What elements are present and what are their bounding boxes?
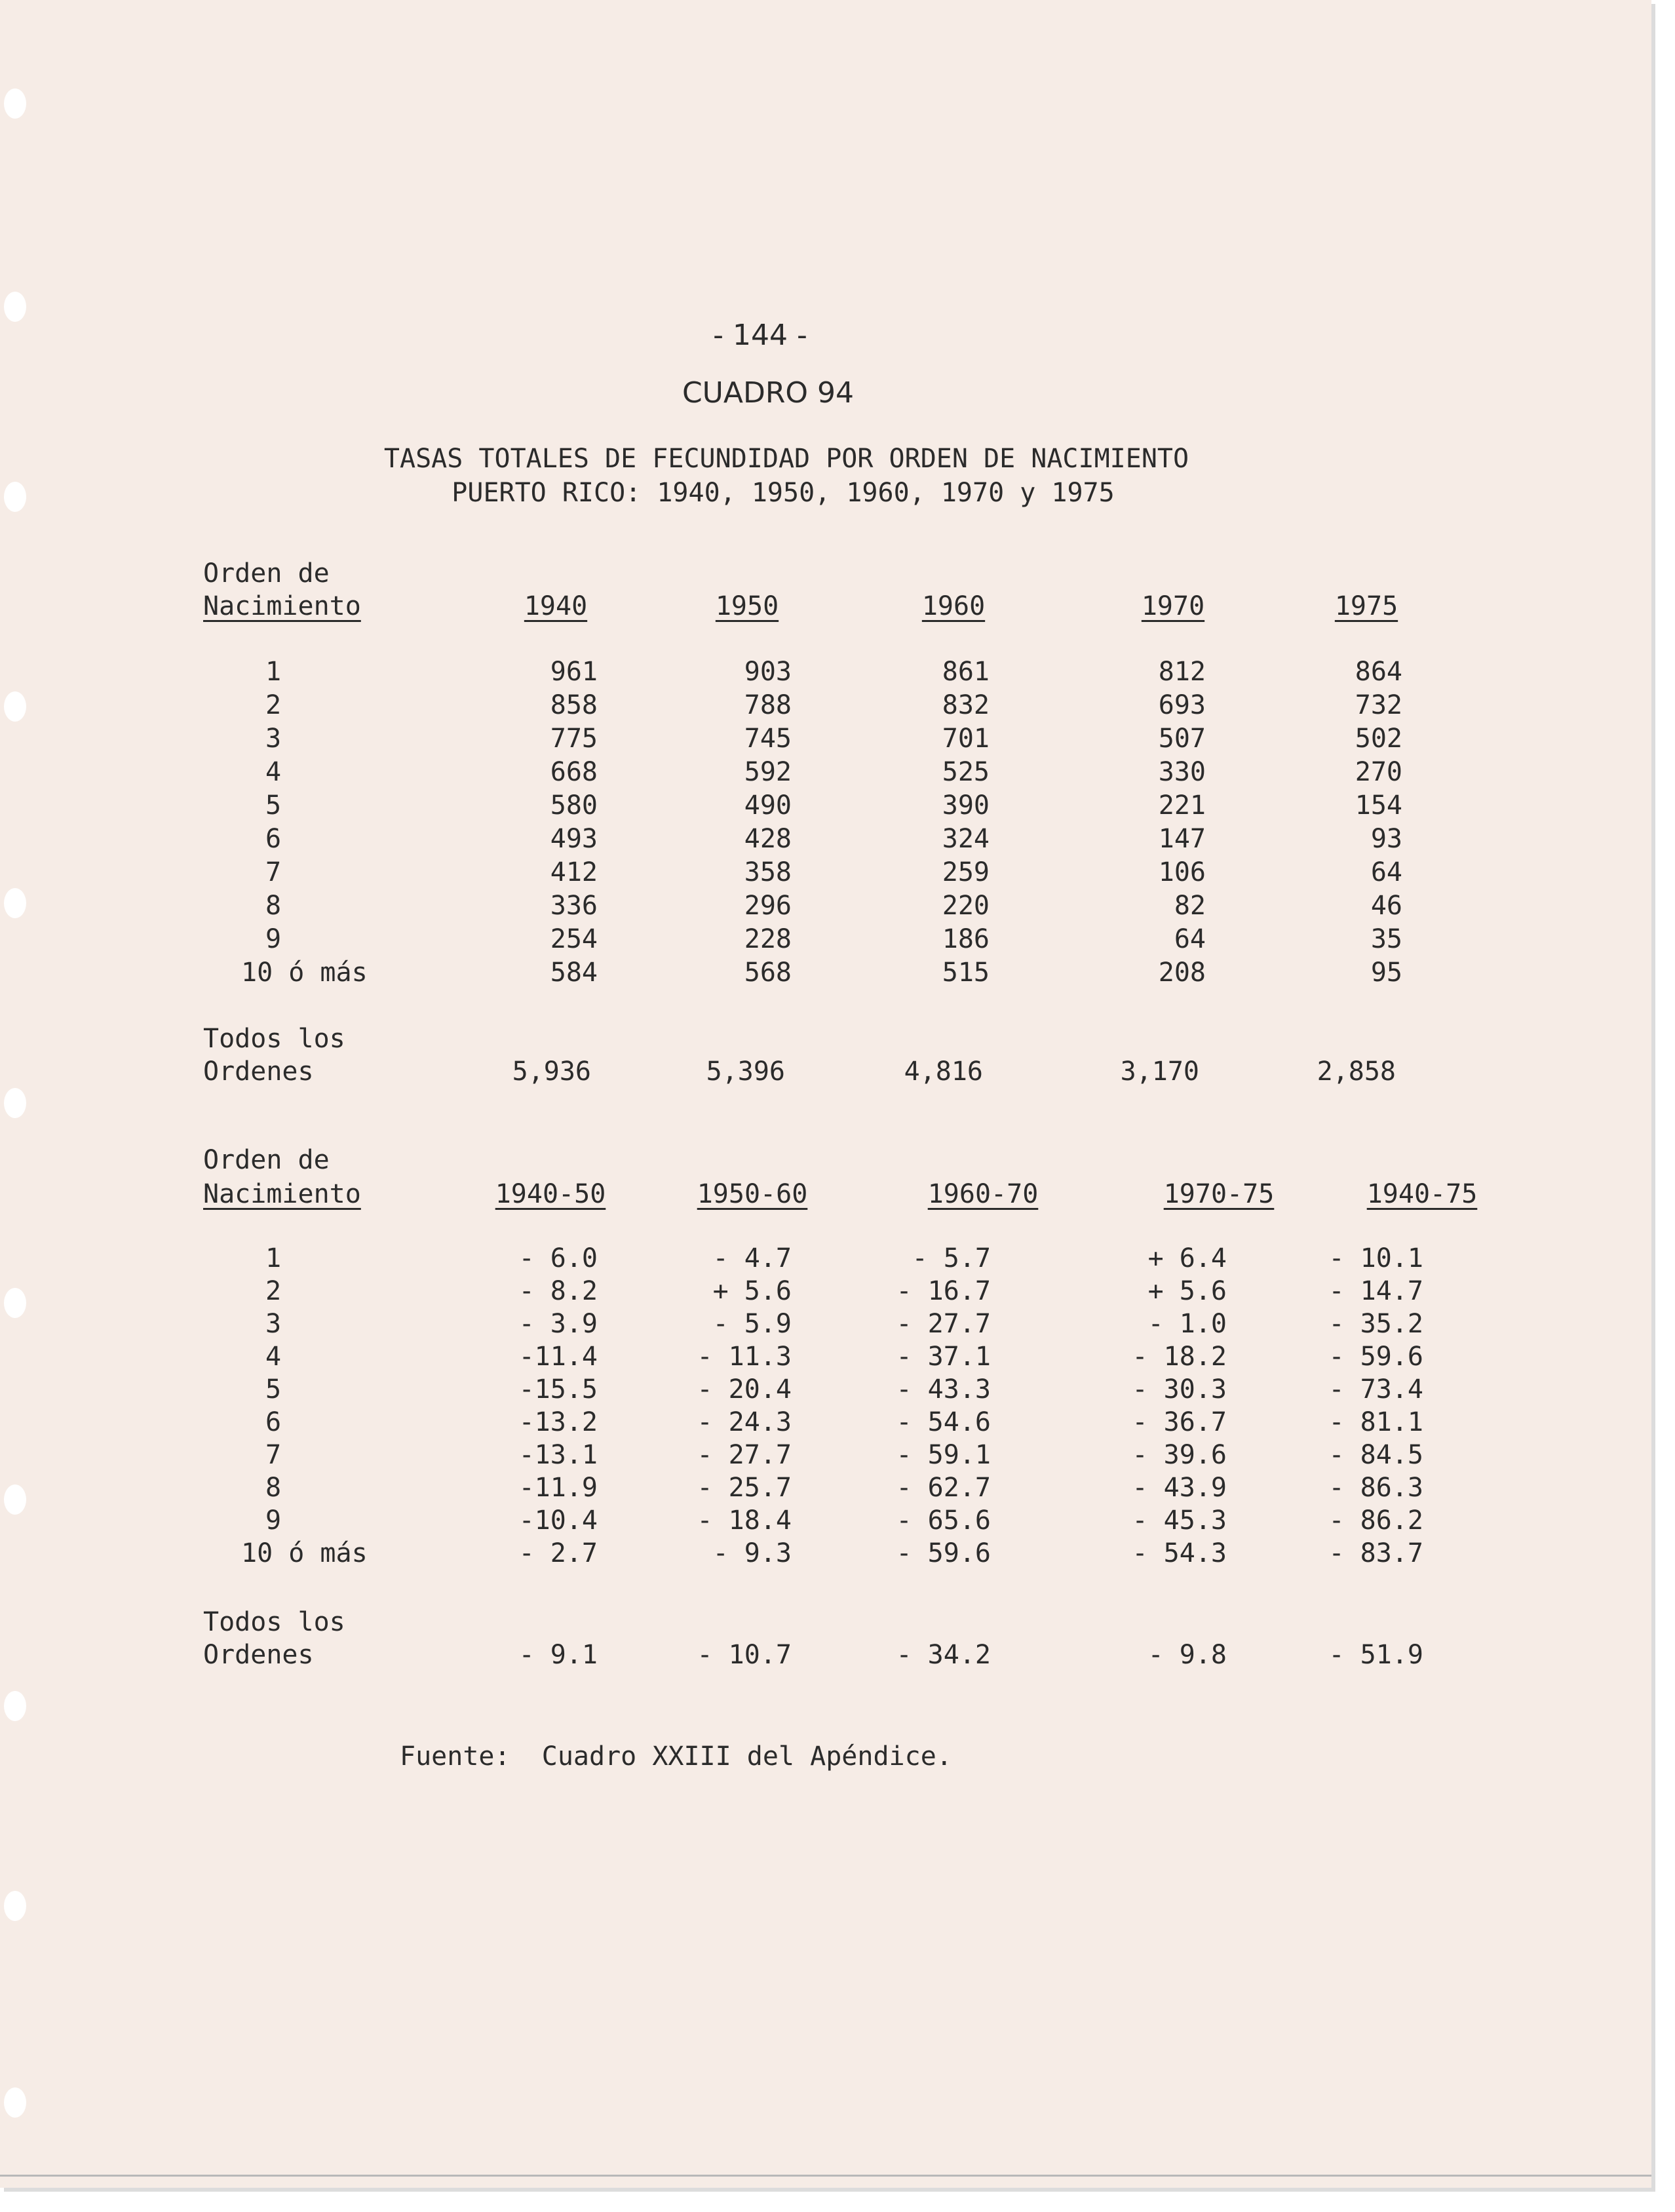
- total-change-cell: - 9.8: [1147, 1640, 1227, 1670]
- percent-change-cell: - 8.2: [518, 1276, 598, 1306]
- percent-change-cell: - 43.9: [1132, 1473, 1227, 1503]
- rate-cell: 82: [1174, 891, 1206, 921]
- title-line-2: PUERTO RICO: 1940, 1950, 1960, 1970 y 1975: [452, 478, 1115, 508]
- percent-change-cell: - 39.6: [1132, 1440, 1227, 1470]
- total-rate-cell: 5,936: [512, 1057, 591, 1087]
- percent-change-cell: -13.2: [518, 1407, 598, 1437]
- rate-cell: 330: [1158, 757, 1206, 787]
- percent-change-cell: - 5.7: [912, 1243, 991, 1273]
- binder-hole: [4, 88, 26, 119]
- rate-cell: 64: [1174, 924, 1206, 954]
- table-id: CUADRO 94: [682, 376, 855, 410]
- total-rate-cell: 4,816: [904, 1057, 983, 1087]
- percent-change-cell: -11.9: [518, 1473, 598, 1503]
- percent-change-cell: - 9.3: [712, 1538, 792, 1568]
- rate-cell: 858: [550, 690, 598, 720]
- binder-hole: [4, 2087, 26, 2118]
- birth-order-cell: 3: [265, 1309, 282, 1339]
- rate-cell: 93: [1370, 824, 1402, 854]
- percent-change-cell: - 86.2: [1328, 1505, 1423, 1536]
- rate-cell: 106: [1158, 857, 1206, 887]
- total-change-cell: - 9.1: [518, 1640, 598, 1670]
- rate-cell: 745: [744, 724, 792, 754]
- binder-hole: [4, 292, 26, 322]
- birth-order-cell: 9: [265, 924, 282, 954]
- percent-change-cell: - 14.7: [1328, 1276, 1423, 1306]
- period-header-1970-75: 1970-75: [1163, 1179, 1275, 1209]
- binder-hole: [4, 1891, 26, 1921]
- birth-order-cell: 2: [265, 1276, 282, 1306]
- birth-order-cell: 4: [265, 1342, 282, 1372]
- rate-cell: 525: [942, 757, 990, 787]
- total-label-line-1: Todos los: [203, 1024, 345, 1054]
- rate-cell: 220: [942, 891, 990, 921]
- rate-cell: 228: [744, 924, 792, 954]
- rate-cell: 390: [942, 790, 990, 821]
- percent-change-cell: - 27.7: [896, 1309, 991, 1339]
- rate-cell: 336: [550, 891, 598, 921]
- binder-hole: [4, 1484, 26, 1515]
- percent-change-cell: + 6.4: [1147, 1243, 1227, 1273]
- period-header-1940-50: 1940-50: [495, 1179, 606, 1209]
- total-rate-cell: 3,170: [1120, 1057, 1199, 1087]
- period-header-1940-75: 1940-75: [1366, 1179, 1478, 1209]
- order-header-line-1: Orden de: [203, 1145, 330, 1175]
- percent-change-cell: - 54.6: [896, 1407, 991, 1437]
- rate-cell: 221: [1158, 790, 1206, 821]
- rate-cell: 502: [1355, 724, 1402, 754]
- percent-change-cell: - 45.3: [1132, 1505, 1227, 1536]
- rate-cell: 832: [942, 690, 990, 720]
- total-change-cell: - 51.9: [1328, 1640, 1423, 1670]
- birth-order-cell: 7: [265, 1440, 282, 1470]
- period-header-1950-60: 1950-60: [697, 1179, 808, 1209]
- rate-cell: 490: [744, 790, 792, 821]
- rate-cell: 412: [550, 857, 598, 887]
- rate-cell: 732: [1355, 690, 1402, 720]
- rate-cell: 584: [550, 958, 598, 988]
- percent-change-cell: - 37.1: [896, 1342, 991, 1372]
- total-label-line-1: Todos los: [203, 1607, 345, 1637]
- year-header-1940: 1940: [524, 591, 588, 621]
- rate-cell: 64: [1370, 857, 1402, 887]
- percent-change-cell: - 35.2: [1328, 1309, 1423, 1339]
- rate-cell: 693: [1158, 690, 1206, 720]
- birth-order-cell: 10 ó más: [241, 958, 368, 988]
- percent-change-cell: - 86.3: [1328, 1473, 1423, 1503]
- binder-hole: [4, 1691, 26, 1721]
- rate-cell: 568: [744, 958, 792, 988]
- rate-cell: 493: [550, 824, 598, 854]
- percent-change-cell: -15.5: [518, 1374, 598, 1405]
- rate-cell: 324: [942, 824, 990, 854]
- percent-change-cell: - 2.7: [518, 1538, 598, 1568]
- percent-change-cell: - 4.7: [712, 1243, 792, 1273]
- percent-change-cell: - 84.5: [1328, 1440, 1423, 1470]
- source-note: Fuente: Cuadro XXIII del Apéndice.: [400, 1741, 952, 1772]
- rate-cell: 208: [1158, 958, 1206, 988]
- rate-cell: 46: [1370, 891, 1402, 921]
- rate-cell: 186: [942, 924, 990, 954]
- percent-change-cell: - 62.7: [896, 1473, 991, 1503]
- percent-change-cell: - 5.9: [712, 1309, 792, 1339]
- binder-hole: [4, 1088, 26, 1118]
- rate-cell: 580: [550, 790, 598, 821]
- birth-order-cell: 5: [265, 1374, 282, 1405]
- rate-cell: 507: [1158, 724, 1206, 754]
- percent-change-cell: - 43.3: [896, 1374, 991, 1405]
- percent-change-cell: - 59.6: [1328, 1342, 1423, 1372]
- period-header-1960-70: 1960-70: [927, 1179, 1039, 1209]
- total-label-line-2: Ordenes: [203, 1057, 314, 1087]
- percent-change-cell: - 18.4: [697, 1505, 792, 1536]
- percent-change-cell: - 3.9: [518, 1309, 598, 1339]
- rate-cell: 515: [942, 958, 990, 988]
- total-rate-cell: 2,858: [1317, 1057, 1396, 1087]
- rate-cell: 296: [744, 891, 792, 921]
- percent-change-cell: + 5.6: [1147, 1276, 1227, 1306]
- birth-order-cell: 10 ó más: [241, 1538, 368, 1568]
- birth-order-cell: 4: [265, 757, 282, 787]
- rate-cell: 903: [744, 657, 792, 687]
- percent-change-cell: - 54.3: [1132, 1538, 1227, 1568]
- rate-cell: 428: [744, 824, 792, 854]
- year-header-1975: 1975: [1334, 591, 1398, 621]
- year-header-1960: 1960: [921, 591, 986, 621]
- binder-hole: [4, 691, 26, 722]
- year-header-1950: 1950: [715, 591, 779, 621]
- percent-change-cell: - 10.1: [1328, 1243, 1423, 1273]
- percent-change-cell: -11.4: [518, 1342, 598, 1372]
- rate-cell: 95: [1370, 958, 1402, 988]
- percent-change-cell: - 27.7: [697, 1440, 792, 1470]
- total-change-cell: - 34.2: [896, 1640, 991, 1670]
- binder-hole: [4, 482, 26, 512]
- percent-change-cell: - 6.0: [518, 1243, 598, 1273]
- rate-cell: 358: [744, 857, 792, 887]
- total-label-line-2: Ordenes: [203, 1640, 314, 1670]
- rate-cell: 812: [1158, 657, 1206, 687]
- birth-order-cell: 1: [265, 1243, 282, 1273]
- percent-change-cell: -13.1: [518, 1440, 598, 1470]
- rate-cell: 147: [1158, 824, 1206, 854]
- birth-order-cell: 8: [265, 891, 282, 921]
- rate-cell: 259: [942, 857, 990, 887]
- rate-cell: 592: [744, 757, 792, 787]
- percent-change-cell: - 20.4: [697, 1374, 792, 1405]
- rate-cell: 701: [942, 724, 990, 754]
- rate-cell: 788: [744, 690, 792, 720]
- percent-change-cell: - 81.1: [1328, 1407, 1423, 1437]
- birth-order-cell: 6: [265, 1407, 282, 1437]
- rate-cell: 154: [1355, 790, 1402, 821]
- percent-change-cell: - 16.7: [896, 1276, 991, 1306]
- page-edge-line: [0, 2175, 1651, 2177]
- birth-order-cell: 8: [265, 1473, 282, 1503]
- total-change-cell: - 10.7: [697, 1640, 792, 1670]
- rate-cell: 35: [1370, 924, 1402, 954]
- order-header-line-1: Orden de: [203, 558, 330, 589]
- percent-change-cell: - 24.3: [697, 1407, 792, 1437]
- percent-change-cell: - 73.4: [1328, 1374, 1423, 1405]
- birth-order-cell: 9: [265, 1505, 282, 1536]
- rate-cell: 254: [550, 924, 598, 954]
- birth-order-cell: 2: [265, 690, 282, 720]
- percent-change-cell: - 11.3: [697, 1342, 792, 1372]
- percent-change-cell: + 5.6: [712, 1276, 792, 1306]
- percent-change-cell: - 1.0: [1147, 1309, 1227, 1339]
- percent-change-cell: - 18.2: [1132, 1342, 1227, 1372]
- rate-cell: 270: [1355, 757, 1402, 787]
- percent-change-cell: - 59.6: [896, 1538, 991, 1568]
- page-number: - 144 -: [713, 319, 807, 352]
- percent-change-cell: - 30.3: [1132, 1374, 1227, 1405]
- binder-hole: [4, 888, 26, 918]
- title-line-1: TASAS TOTALES DE FECUNDIDAD POR ORDEN DE NACIMIENTO: [383, 444, 1189, 474]
- rate-cell: 668: [550, 757, 598, 787]
- year-header-1970: 1970: [1141, 591, 1205, 621]
- percent-change-cell: - 25.7: [697, 1473, 792, 1503]
- birth-order-cell: 6: [265, 824, 282, 854]
- rate-cell: 864: [1355, 657, 1402, 687]
- birth-order-cell: 1: [265, 657, 282, 687]
- rate-cell: 775: [550, 724, 598, 754]
- percent-change-cell: - 36.7: [1132, 1407, 1227, 1437]
- binder-hole: [4, 1288, 26, 1318]
- rate-cell: 961: [550, 657, 598, 687]
- birth-order-cell: 5: [265, 790, 282, 821]
- birth-order-cell: 7: [265, 857, 282, 887]
- total-rate-cell: 5,396: [706, 1057, 785, 1087]
- order-header-line-2: Nacimiento: [203, 591, 361, 621]
- rate-cell: 861: [942, 657, 990, 687]
- percent-change-cell: - 59.1: [896, 1440, 991, 1470]
- percent-change-cell: -10.4: [518, 1505, 598, 1536]
- order-header-line-2: Nacimiento: [203, 1179, 361, 1209]
- birth-order-cell: 3: [265, 724, 282, 754]
- percent-change-cell: - 83.7: [1328, 1538, 1423, 1568]
- percent-change-cell: - 65.6: [896, 1505, 991, 1536]
